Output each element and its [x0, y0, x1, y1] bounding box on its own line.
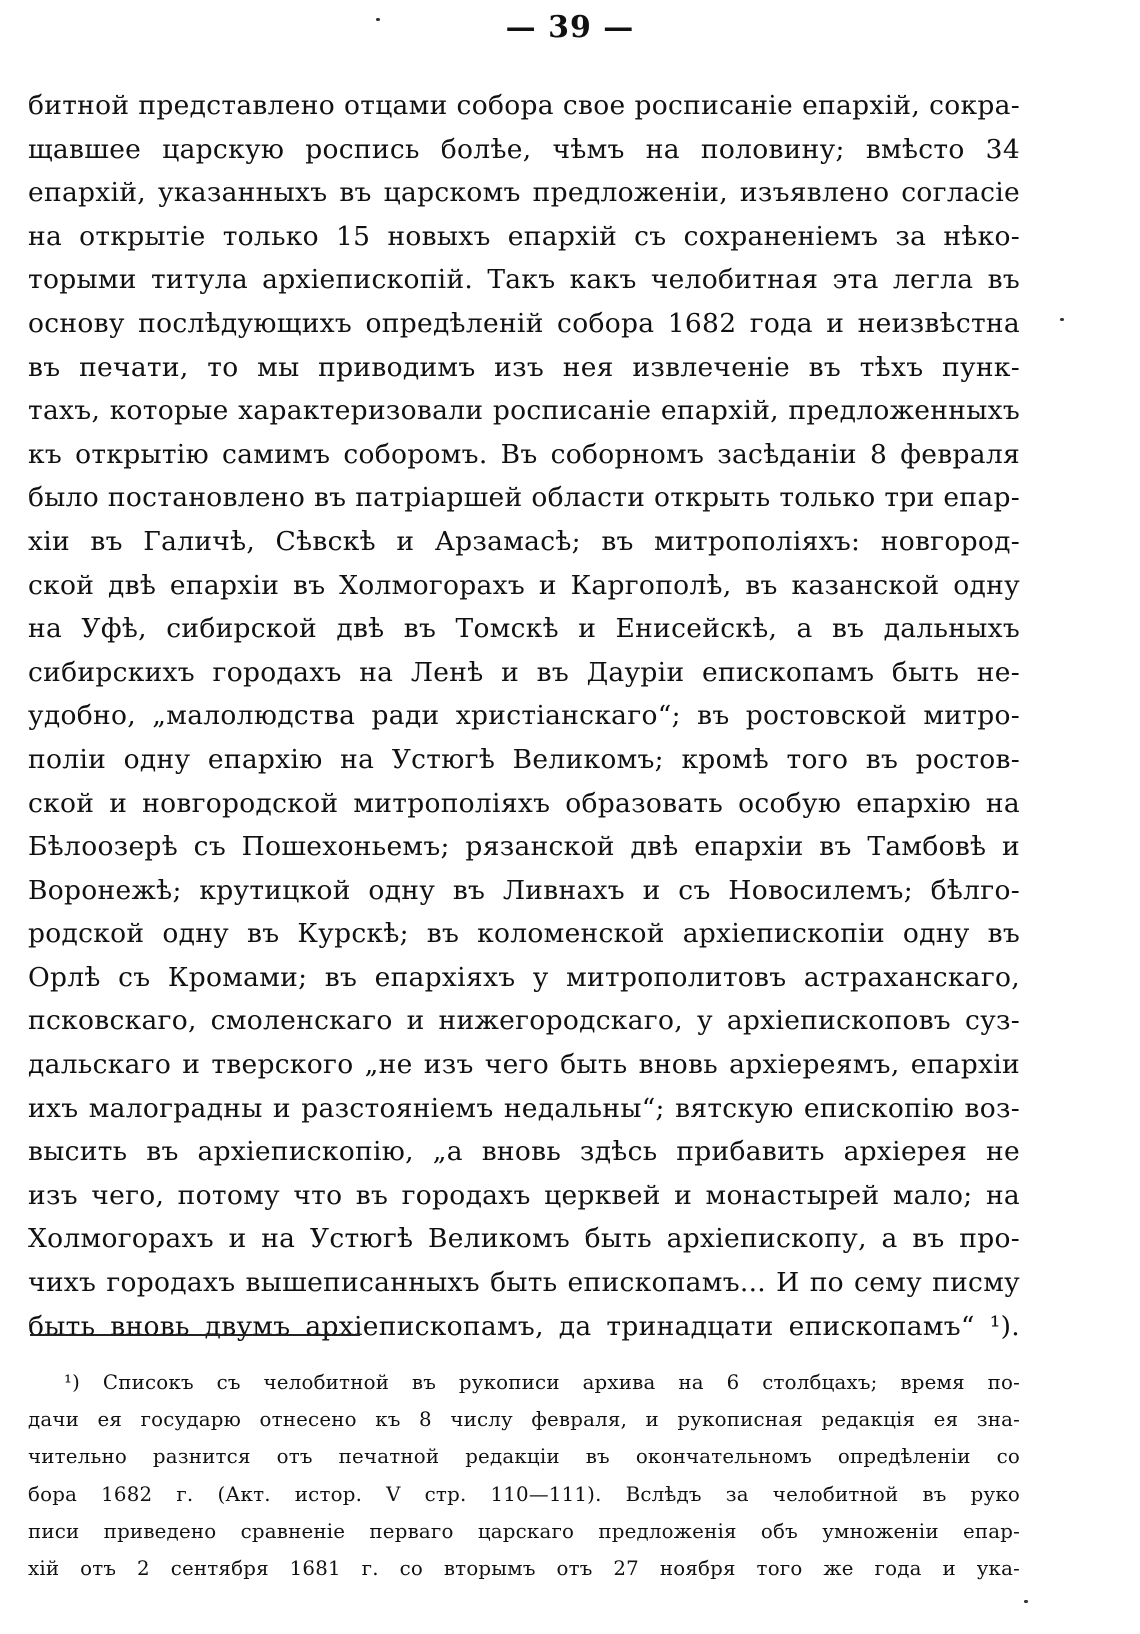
text-line: щавшее царскую роспись болѣе, чѣмъ на половину; вмѣсто 34: [28, 133, 1020, 165]
text-line: чихъ городахъ вышеписанныхъ быть епископамъ... И по сему писму: [28, 1267, 1020, 1299]
text-line: ской и новгородской митрополіяхъ образовать особую епархію на: [28, 787, 1020, 819]
text-line: дальскаго и тверского „не изъ чего быть вновь архіереямъ, епархіи: [28, 1049, 1020, 1081]
text-line: Воронежѣ; крутицкой одну въ Ливнахъ и съ Новосилемъ; бѣлго-: [28, 874, 1020, 906]
print-speck: [376, 18, 380, 21]
text-line: на Уфѣ, сибирской двѣ въ Томскѣ и Енисейскѣ, а въ дальныхъ: [28, 613, 1020, 645]
footnote-separator: [30, 1334, 360, 1336]
text-line: Холмогорахъ и на Устюгѣ Великомъ быть архіепископу, а въ про-: [28, 1223, 1020, 1255]
text-line: епархій, указанныхъ въ царскомъ предложеніи, изъявлено согласіе: [28, 177, 1020, 209]
text-line: на открытіе только 15 новыхъ епархій съ сохраненіемъ за нѣко-: [28, 220, 1020, 252]
text-line: къ открытію самимъ соборомъ. Въ соборномъ засѣданіи 8 февраля: [28, 438, 1020, 470]
footnote: [28, 1364, 1020, 1587]
text-line: битной представлено отцами собора свое росписаніе епархій, сокра-: [28, 90, 1020, 121]
text-line: ской двѣ епархіи въ Холмогорахъ и Каргополѣ, въ казанской одну: [28, 569, 1020, 601]
text-line: сибирскихъ городахъ на Ленѣ и въ Дауріи епископамъ быть не-: [28, 656, 1020, 688]
print-speck: [1060, 318, 1064, 321]
text-line: псковскаго, смоленскаго и нижегородскаго, у архіепископовъ суз-: [28, 1005, 1020, 1037]
text-line: основу послѣдующихъ опредѣленій собора 1682 года и неизвѣстна: [28, 307, 1020, 339]
text-line: быть вновь двумъ архіепископамъ, да тринадцати епископамъ“ ¹).: [28, 1310, 1020, 1342]
text-line: поліи одну епархію на Устюгѣ Великомъ; кромѣ того въ ростов-: [28, 743, 1020, 775]
text-line: удобно, „малолюдства ради христіанскаго“; въ ростовской митро-: [28, 700, 1020, 732]
text-line: хіи въ Галичѣ, Сѣвскѣ и Арзамасѣ; въ митрополіяхъ: новгород-: [28, 525, 1020, 557]
footnote-line: хій отъ 2 сентября 1681 г. со вторымъ отъ 27 ноября того же года и ука-: [28, 1556, 1020, 1580]
text-line: торыми титула архіепископій. Такъ какъ челобитная эта легла въ: [28, 264, 1020, 296]
text-line: ихъ малоградны и разстояніемъ недальны“; вятскую епископію воз-: [28, 1092, 1020, 1124]
main-text: [28, 84, 1020, 1348]
text-line: Орлѣ съ Кромами; въ епархіяхъ у митрополитовъ астраханскаго,: [28, 961, 1020, 993]
text-line: въ печати, то мы приводимъ изъ нея извлеченіе въ тѣхъ пунк-: [28, 351, 1020, 383]
print-speck: [1024, 1600, 1028, 1603]
text-line: высить въ архіепископію, „а вновь здѣсь прибавить архіерея не: [28, 1136, 1020, 1168]
page-number: — 39 —: [505, 10, 635, 45]
footnote-line: бора 1682 г. (Акт. истор. V стр. 110—111). Вслѣдъ за челобитной въ руко: [28, 1482, 1020, 1506]
text-line: Бѣлоозерѣ съ Пошехоньемъ; рязанской двѣ епархіи въ Тамбовѣ и: [28, 831, 1020, 863]
footnote-line: ¹) Списокъ съ челобитной въ рукописи архива на 6 столбцахъ; время по-: [64, 1371, 1020, 1394]
footnote-line: писи приведено сравненіе перваго царскаго предложенія объ умноженіи епар-: [28, 1519, 1020, 1543]
text-line: изъ чего, потому что въ городахъ церквей и монастырей мало; на: [28, 1179, 1020, 1211]
text-line: тахъ, которые характеризовали росписаніе епархій, предложенныхъ: [28, 395, 1020, 427]
text-line: родской одну въ Курскѣ; въ коломенской архіепископіи одну въ: [28, 918, 1020, 950]
text-line: было постановлено въ патріаршей области открыть только три епар-: [28, 482, 1020, 514]
footnote-line: дачи ея государю отнесено къ 8 числу февраля, и рукописная редакція ея зна-: [28, 1408, 1020, 1432]
footnote-line: чительно разнится отъ печатной редакціи въ окончательномъ опредѣленіи со: [28, 1445, 1020, 1469]
